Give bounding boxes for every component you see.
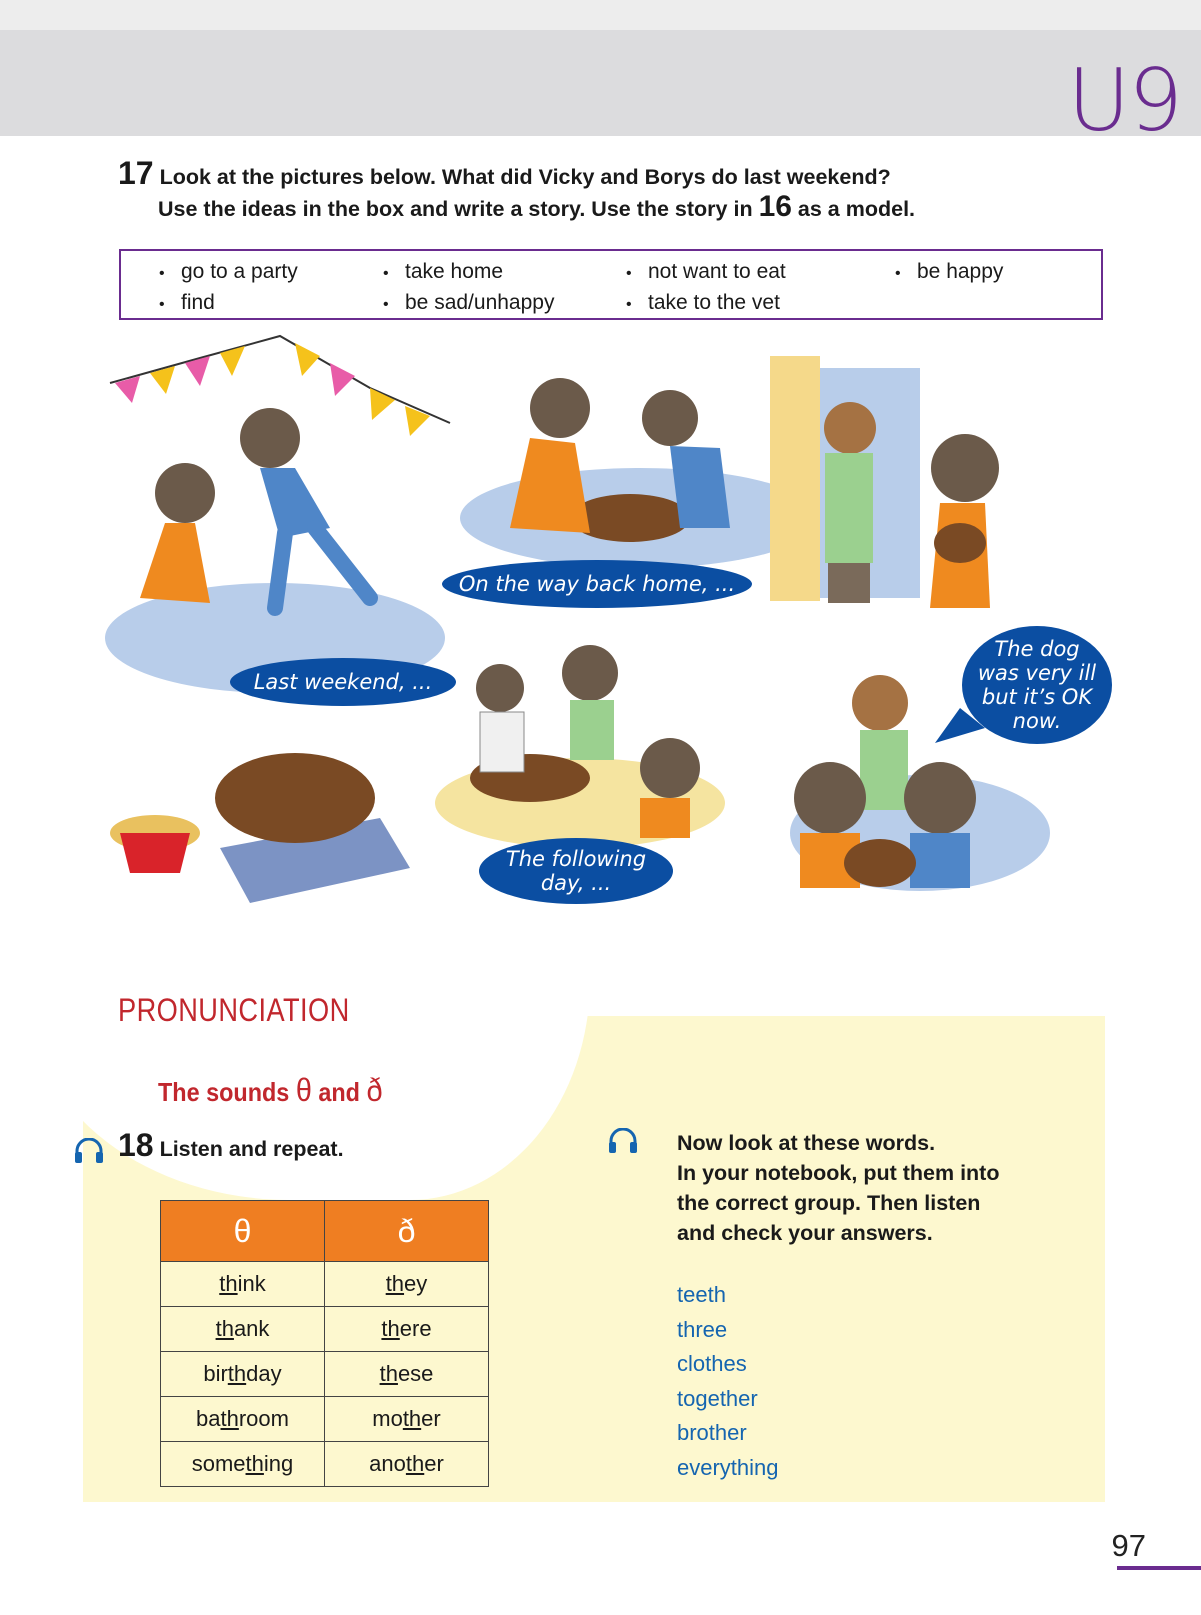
table-row [161,1307,489,1352]
eth-word-cell [325,1307,489,1352]
eth-word-cell [325,1442,489,1487]
finding-dog-picture [460,378,820,568]
top-strip [0,0,1201,30]
idea-item: • be sad/unhappy [383,288,554,319]
ideas-box [119,249,1103,320]
unit-label: U9 [1067,51,1181,151]
task-17-line2a: Use the ideas in the box and write a story. Use the story in [158,197,759,221]
theta-word-cell [161,1397,325,1442]
door-picture [770,356,999,608]
idea-item: • find [159,288,298,319]
theta-symbol: θ [295,1072,312,1108]
headphones-icon[interactable] [73,1138,105,1164]
word-item: everything [677,1454,779,1480]
table-header-eth: ð [325,1201,489,1262]
eth-symbol: ð [366,1072,383,1108]
table-row [161,1397,489,1442]
word-item: brother [677,1420,747,1445]
story-bubble-2: On the way back home, ... [442,560,752,608]
idea-item: • be happy [895,257,1003,288]
eth-word-cell [325,1397,489,1442]
word-part: mo [372,1406,403,1431]
theta-word-cell [161,1307,325,1352]
word-part: room [238,1406,289,1431]
eth-word-cell [325,1262,489,1307]
idea-item: • take to the vet [626,288,786,319]
word-part: ba [196,1406,221,1431]
task-17-ref-number: 16 [758,190,792,223]
word-item: three [677,1316,728,1342]
ideas-column-1 [159,257,298,319]
word-part: ing [263,1451,294,1476]
story-bubble-4: The dog was very ill but it’s OK now. [962,626,1112,744]
word-item: together [677,1385,758,1411]
word-part: some [191,1451,246,1476]
ideas-column-4 [895,257,1003,288]
task-17-line1: Look at the pictures below. What did Vicky and Borys do last weekend? [159,165,891,189]
eth-word-cell [325,1352,489,1397]
sounds-table [160,1200,489,1487]
theta-word-cell [161,1442,325,1487]
word-part: ink [237,1271,266,1296]
and-label: and [318,1077,360,1107]
task-17-line2b: as a model. [791,197,916,221]
underlined-sound: th [220,1406,239,1431]
theta-word-cell [161,1352,325,1397]
sounds-heading [158,1072,382,1109]
task-19-line: the correct group. Then listen [677,1191,981,1215]
story-bubble-1: Last weekend, ... [230,658,456,706]
word-part: ano [369,1451,406,1476]
underlined-sound: th [381,1316,400,1341]
task-19-line: Now look at these words. [677,1131,936,1155]
idea-item: • take home [383,257,554,288]
theta-word-cell [161,1262,325,1307]
party-picture [105,336,450,693]
story-bubble-3: The following day, ... [479,838,673,904]
vet-picture [435,645,725,848]
underlined-sound: th [215,1316,234,1341]
word-item: clothes [677,1351,747,1376]
underlined-sound: th [219,1271,238,1296]
table-row [161,1352,489,1397]
word-part: er [421,1406,441,1431]
word-part: bir [203,1361,228,1386]
task-19-line: In your notebook, put them into [677,1161,1000,1185]
page-number-rule [1117,1566,1201,1570]
task-17-number: 17 [118,155,154,191]
task-18-number: 18 [118,1127,154,1163]
task-18-text: Listen and repeat. [159,1137,344,1161]
task-19-instructions [677,1128,999,1248]
task-18-instructions [118,1127,344,1164]
page-number: 97 [1111,1528,1146,1563]
unit-header [0,30,1201,151]
table-row [161,1262,489,1307]
ideas-column-3 [626,257,786,319]
story-illustration [80,328,1148,988]
underlined-sound: th [379,1361,398,1386]
table-header-theta: θ [161,1201,325,1262]
task-17-instructions [118,155,916,224]
dog-bowl-picture [110,753,410,903]
task-19-line: and check your answers. [677,1221,933,1245]
word-part: day [246,1361,282,1386]
sounds-label: The sounds [158,1077,290,1107]
headphones-icon[interactable] [607,1128,639,1154]
underlined-sound: th [245,1451,264,1476]
underlined-sound: th [402,1406,422,1431]
ideas-column-2 [383,257,554,319]
word-list [677,1278,779,1485]
pronunciation-heading: PRONUNCIATION [118,992,350,1028]
word-part: ey [404,1271,428,1296]
table-row [161,1442,489,1487]
underlined-sound: th [227,1361,247,1386]
word-item: teeth [677,1282,726,1307]
idea-item: • not want to eat [626,257,786,288]
word-part: ank [233,1316,270,1341]
idea-item: • go to a party [159,257,298,288]
underlined-sound: th [385,1271,405,1296]
word-part: er [424,1451,444,1476]
underlined-sound: th [405,1451,425,1476]
word-part: ere [399,1316,432,1341]
word-part: ese [397,1361,434,1386]
